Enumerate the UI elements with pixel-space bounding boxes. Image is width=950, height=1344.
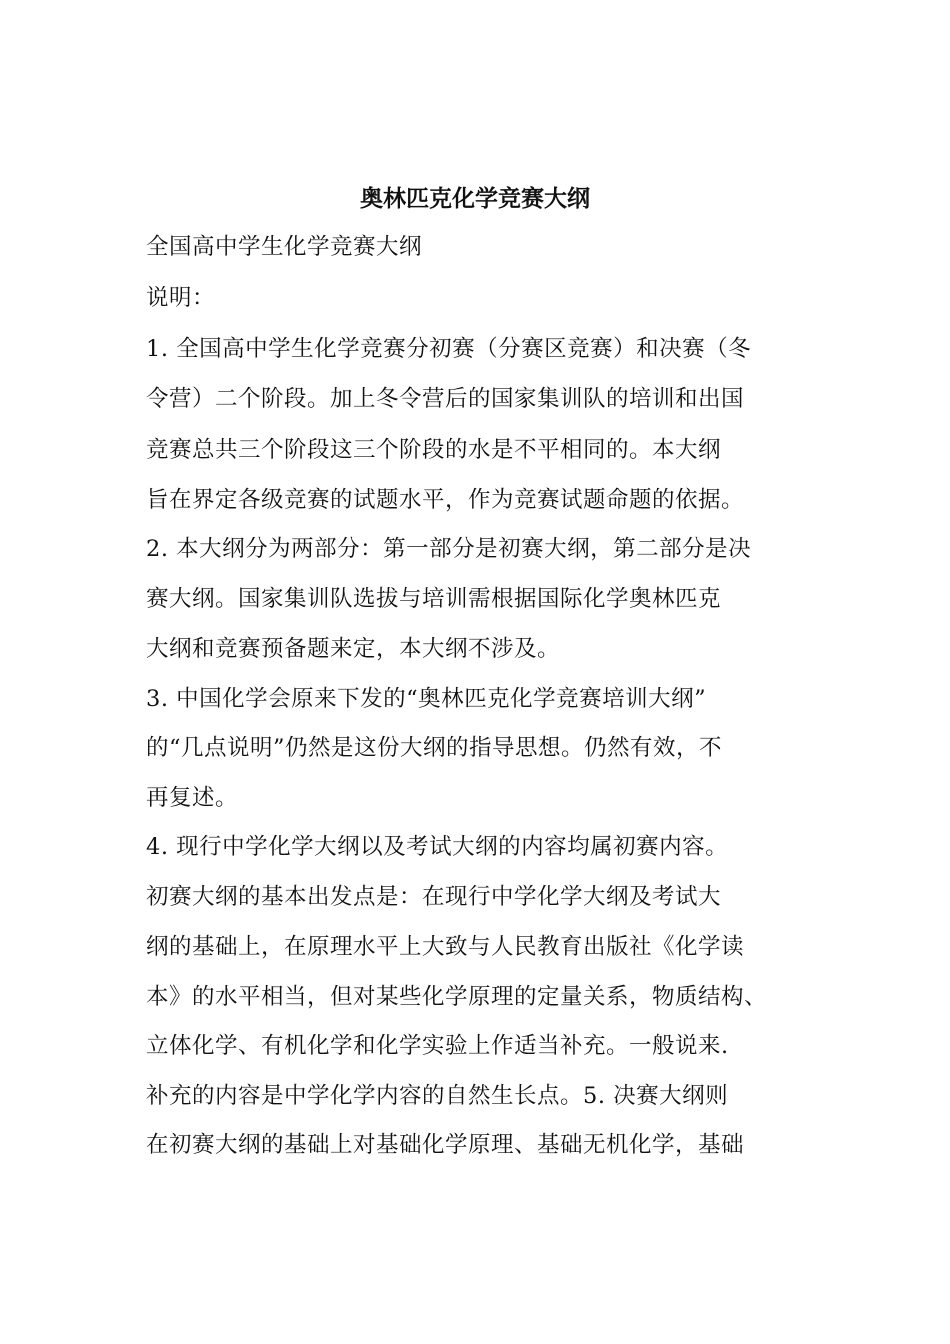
text-line: 大纲和竞赛预备题来定，本大纲不涉及。 <box>146 636 561 662</box>
text-line: 纲的基础上，在原理水平上大致与人民教育出版社《化学读 <box>146 934 745 960</box>
text-line: 在初赛大纲的基础上对基础化学原理、基础无机化学，基础 <box>146 1132 745 1158</box>
text-line: 初赛大纲的基本出发点是：在现行中学化学大纲及考试大 <box>146 884 722 910</box>
text-line: 1. 全国高中学生化学竞赛分初赛（分赛区竞赛）和决赛（冬 <box>146 336 752 362</box>
text-line: 竞赛总共三个阶段这三个阶段的水是不平相同的。本大纲 <box>146 437 722 463</box>
text-line: 令营）二个阶段。加上冬令营后的国家集训队的培训和出国 <box>146 386 745 412</box>
text-line: 立体化学、有机化学和化学实验上作适当补充。一般说来. <box>146 1033 729 1059</box>
text-line: 本》的水平相当，但对某些化学原理的定量关系，物质结构、 <box>146 984 768 1010</box>
text-line: 2. 本大纲分为两部分：第一部分是初赛大纲，第二部分是决 <box>146 536 752 562</box>
text-line: 4. 现行中学化学大纲以及考试大纲的内容均属初赛内容。 <box>146 834 729 860</box>
text-line: 的“几点说明”仍然是这份大纲的指导思想。仍然有效，不 <box>146 735 723 761</box>
subtitle-line: 全国高中学生化学竞赛大纲 <box>146 234 423 260</box>
text-line: 旨在界定各级竞赛的试题水平，作为竞赛试题命题的依据。 <box>146 487 745 513</box>
text-line: 3. 中国化学会原来下发的“奥林匹克化学竞赛培训大纲” <box>146 686 707 712</box>
document-title: 奥林匹克化学竞赛大纲 <box>360 185 590 212</box>
text-line: 再复述。 <box>146 785 239 811</box>
text-line: 赛大纲。国家集训队选拔与培训需根据国际化学奥林匹克 <box>146 586 722 612</box>
text-line: 补充的内容是中学化学内容的自然生长点。5. 决赛大纲则 <box>146 1083 729 1109</box>
text-line: 说明： <box>146 285 216 311</box>
